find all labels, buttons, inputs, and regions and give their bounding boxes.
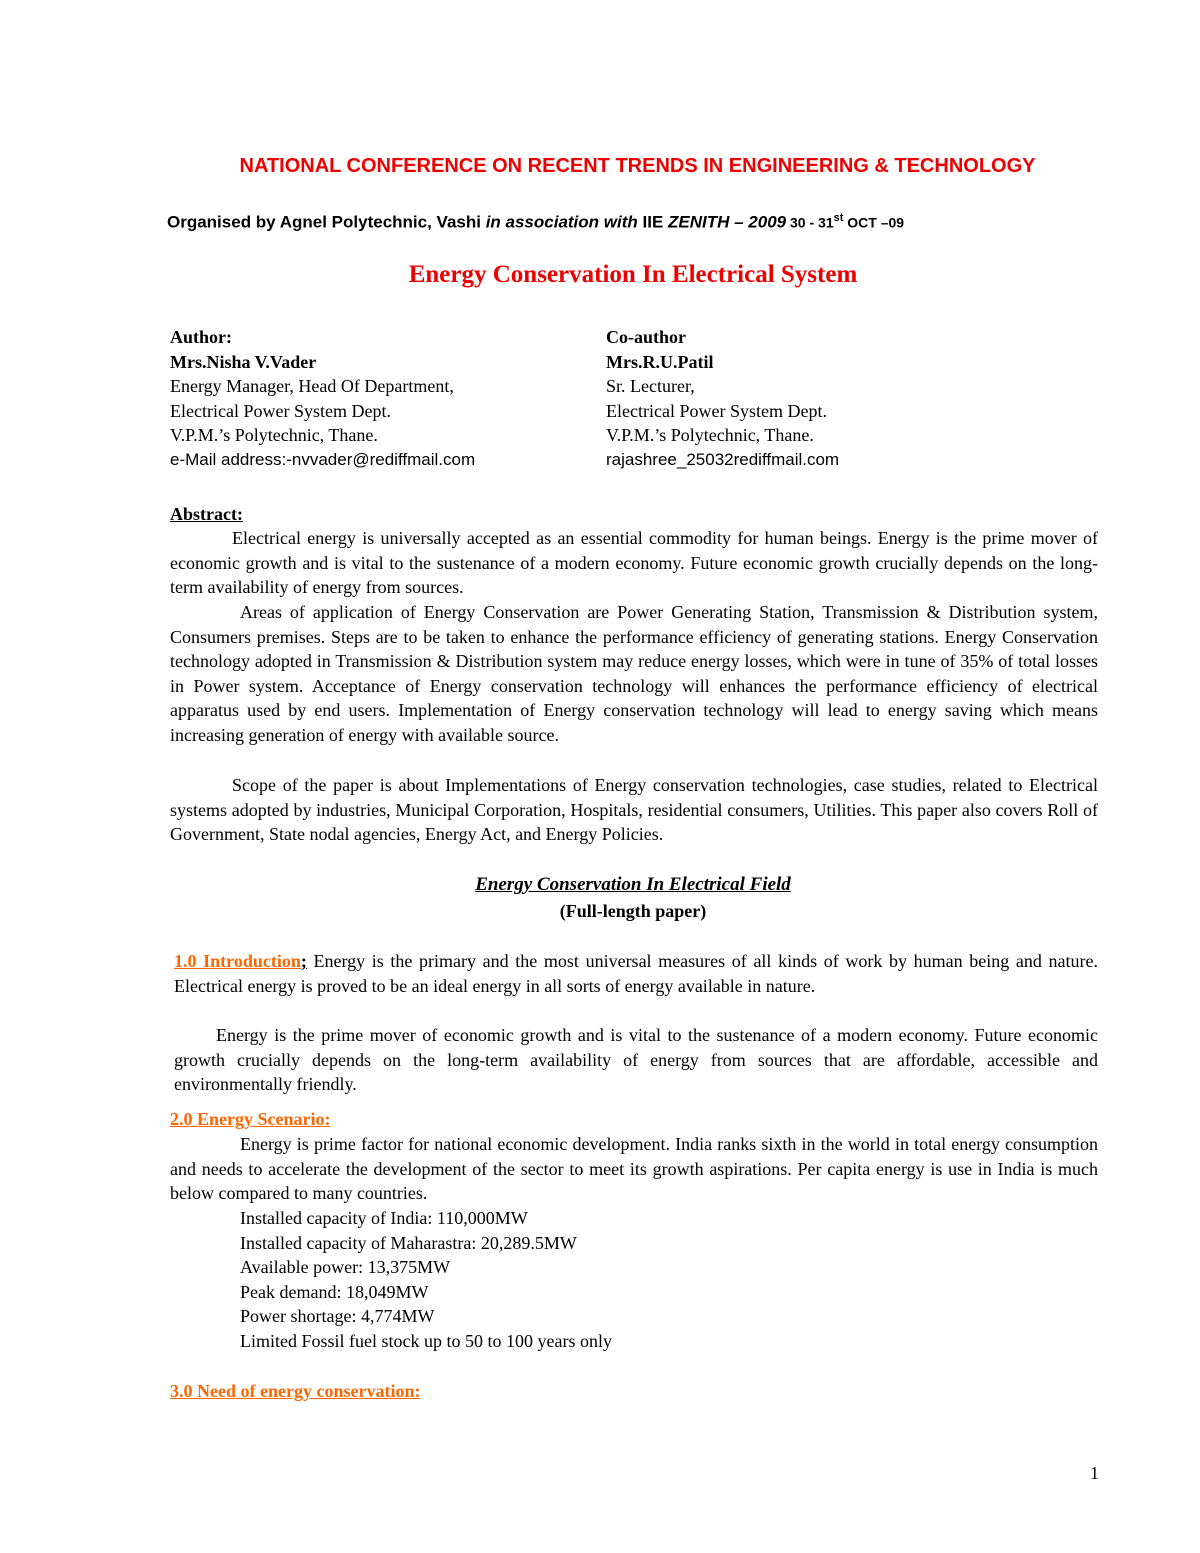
zenith-text: ZENITH – 2009 — [668, 212, 787, 232]
intro-heading: 1.0 Introduction — [174, 951, 301, 971]
list-item: Peak demand: 18,049MW — [240, 1281, 429, 1302]
organiser-prefix: Organised by Agnel Polytechnic, Vashi — [167, 212, 486, 232]
scenario-list — [240, 1206, 612, 1354]
date-prefix: 30 - 31 — [786, 214, 834, 231]
intro-semicolon: ; — [300, 951, 307, 971]
author-line2: Electrical Power System Dept. — [170, 400, 391, 421]
list-item: Installed capacity of India: 110,000MW — [240, 1208, 528, 1228]
page-number: 1 — [1090, 1463, 1099, 1483]
list-item: Limited Fossil fuel stock up to 50 to 100 years only — [240, 1330, 612, 1351]
abstract-paragraph-2: Areas of application of Energy Conservation are Power Generating Station, Transmission & Distribution system, Consumers premises. Steps are to be taken to enhance the performance efficiency of generating stations. Energy Conservation technology adopted in Transmission & Distribution system may reduce energy losses, which were in tune of 35% of total losses in Power system. Acceptance of Energy conservation technology will enhances the performance efficiency of electrical apparatus used by end users. Implementation of Energy conservation technology will lead to energy saving which means increasing generation of energy with available source. — [170, 602, 1098, 745]
intro-paragraph-2: Energy is the prime mover of economic growth and is vital to the sustenance of a modern economy. Future economic growth crucially depends on the long-term availability of energy from sources that are affordable, accessible and environmentally friendly. — [174, 1025, 1098, 1095]
coauthor-name: Mrs.R.U.Patil — [606, 351, 714, 372]
author-block — [170, 325, 475, 473]
full-paper-subtitle: (Full-length paper) — [559, 901, 707, 921]
author-label: Author: — [170, 327, 232, 347]
list-item: Power shortage: 4,774MW — [240, 1306, 435, 1327]
coauthor-line3: V.P.M.’s Polytechnic, Thane. — [606, 425, 814, 446]
need-heading: 3.0 Need of energy conservation: — [170, 1381, 421, 1401]
coauthor-line1: Sr. Lecturer, — [606, 376, 695, 397]
author-name: Mrs.Nisha V.Vader — [170, 351, 317, 372]
date-sup: st — [833, 212, 844, 224]
author-line1: Energy Manager, Head Of Department, — [170, 376, 454, 397]
author-email: e-Mail address:-nvvader@rediffmail.com — [170, 449, 476, 469]
abstract-heading: Abstract: — [170, 504, 243, 524]
list-item: Available power: 13,375MW — [240, 1257, 451, 1278]
scenario-paragraph: Energy is prime factor for national economic development. India ranks sixth in the world in total energy consumption and needs to accelerate the development of the sector to meet its growth aspirations. Per capita energy is use in India is much below compared to many countries. — [170, 1134, 1098, 1204]
abstract-paragraph-1: Electrical energy is universally accepted as an essential commodity for human beings. Energy is the prime mover of economic growth and is vital to the sustenance of a modern economy. Future economic growth crucially depends on the long-term availability of energy from sources. — [170, 528, 1098, 598]
conference-title: NATIONAL CONFERENCE ON RECENT TRENDS IN ENGINEERING & TECHNOLOGY — [239, 155, 1036, 177]
iie-text: IIE — [637, 212, 669, 232]
coauthor-block — [606, 325, 839, 473]
abstract-paragraph-3: Scope of the paper is about Implementations of Energy conservation technologies, case studies, related to Electrical systems adopted by industries, Municipal Corporation, Hospitals, residential consumers, Utilities. This paper also covers Roll of Government, State nodal agencies, Energy Act, and Energy Policies. — [170, 775, 1098, 845]
coauthor-line2: Electrical Power System Dept. — [606, 400, 827, 421]
intro-text-1: Energy is the primary and the most universal measures of all kinds of work by human being and nature. Electrical energy is proved to be an ideal energy in all sorts of energy available in nature. — [174, 951, 1098, 996]
full-paper-title: Energy Conservation In Electrical Field — [475, 874, 791, 895]
author-line3: V.P.M.’s Polytechnic, Thane. — [170, 425, 378, 446]
coauthor-label: Co-author — [606, 327, 686, 347]
paper-title: Energy Conservation In Electrical System — [408, 261, 858, 288]
date-suffix: OCT –09 — [843, 214, 905, 231]
scenario-heading: 2.0 Energy Scenario: — [170, 1109, 331, 1129]
coauthor-email: rajashree_25032rediffmail.com — [606, 449, 840, 469]
organiser-line — [167, 212, 904, 233]
list-item: Installed capacity of Maharastra: 20,289.5MW — [240, 1232, 577, 1253]
association-text: in association with — [485, 212, 638, 232]
intro-paragraph-1 — [174, 949, 1098, 998]
